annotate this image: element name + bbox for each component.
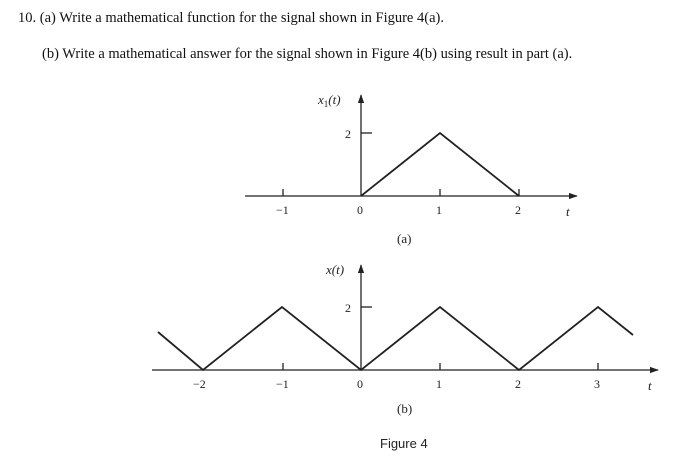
panel-a [245,92,577,246]
panel-b-x-tick-label: 3 [594,377,600,391]
panel-a-sublabel: (a) [397,231,412,246]
question-part-a: 10. (a) Write a mathematical function for the signal shown in Figure 4(a). [18,10,444,26]
panel-b-x-label: t [648,378,652,393]
panel-b-x-tick-label: 2 [515,377,521,391]
panel-b-y-label: x(t) [326,262,345,277]
panel-b-x-tick-label: 0 [357,377,363,391]
question-part-b: (b) Write a mathematical answer for the signal shown in Figure 4(b) using result in part (a). [42,46,573,62]
panel-a-x-tick-label: 2 [515,203,521,217]
panel-b-x-tick-label: −1 [276,377,289,391]
panel-b [152,262,658,416]
panel-a-x-tick-label: 1 [436,203,442,217]
figure-caption: Figure 4 [380,436,428,451]
panel-a-y-tick-label: 2 [345,127,351,141]
panel-b-sublabel: (b) [397,401,413,416]
panel-b-signal [158,307,633,370]
panel-b-y-tick-label: 2 [345,301,351,315]
panel-a-x-tick-label: 0 [357,203,363,217]
panel-b-x-tick-label: 1 [436,377,442,391]
panel-b-x-tick-label: −2 [193,377,206,391]
panel-a-y-label: $x_1(t)$ [318,92,341,109]
panel-a-x-label: t [566,204,570,219]
panel-a-signal [361,133,519,196]
panel-a-x-tick-label: −1 [276,203,289,217]
